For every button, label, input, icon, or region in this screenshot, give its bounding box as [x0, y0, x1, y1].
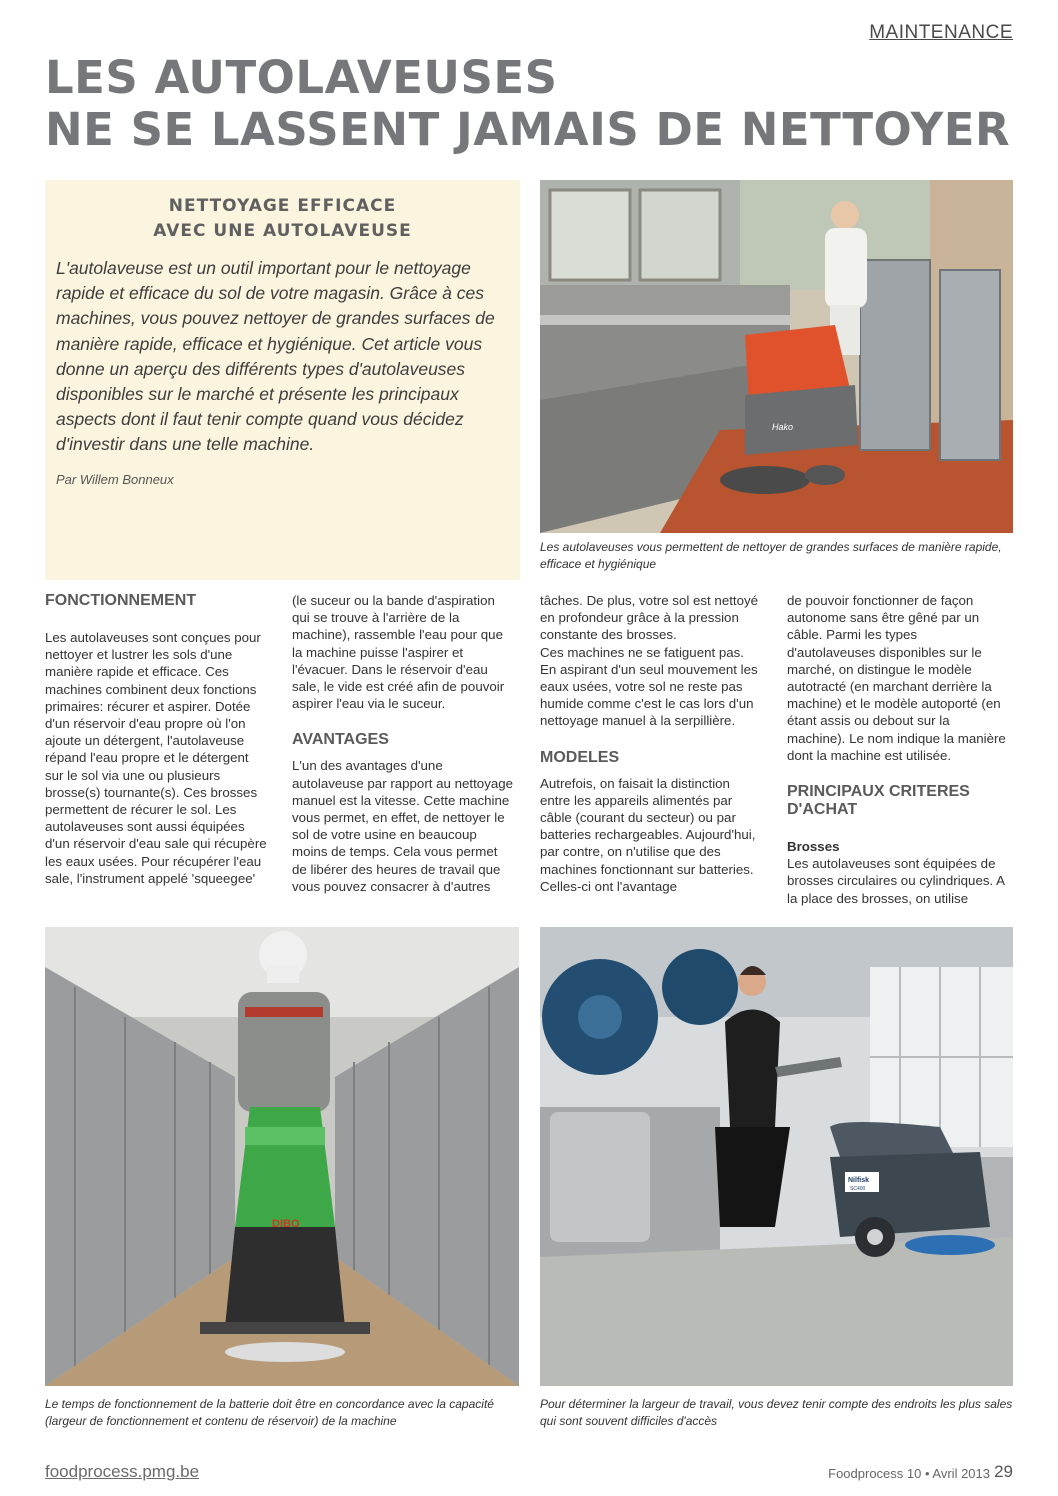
- footer-issue-info: Foodprocess 10 • Avril 2013: [828, 1466, 990, 1481]
- byline: Par Willem Bonneux: [56, 472, 174, 487]
- hako-brand-label: Hako: [772, 422, 794, 432]
- caption-factory-dibo-line-1: Le temps de fonctionnement de la batterie doit être en concordance avec la capacité: [45, 1397, 494, 1411]
- column-3-body-top-1: tâches. De plus, votre sol est nettoyé en profondeur grâce à la pression constante des brosses.: [540, 593, 759, 643]
- column-3: [540, 592, 762, 895]
- photo-kitchen-hako-image: [540, 180, 1013, 533]
- column-3-body-top-2: Ces machines ne se fatiguent pas. En aspirant d'un seul mouvement les eaux usées, votre sol ne reste pas humide comme c'est le cas lors d'un nettoyage manuel à la serpillière.: [540, 644, 758, 729]
- heading-criteres-line-2: D'ACHAT: [787, 801, 858, 819]
- column-2-body: L'un des avantages d'une autolaveuse par rapport au nettoyage manuel est la vitesse. Cette machine vous permet, en effet, de nettoyer le sol de votre usine en beaucoup moins de temps. Cela vous permet de libérer des heures de travail que vous pouvez consacrer à d'autres: [292, 758, 514, 894]
- intro-title-line-1: NETTOYAGE EFFICACE: [168, 196, 397, 216]
- photo-kitchen-nilfisk: [540, 927, 1013, 1386]
- caption-factory-dibo-line-2: (largeur de fonctionnement et contenu de réservoir) de la machine: [45, 1414, 397, 1428]
- footer-website-link[interactable]: foodprocess.pmg.be: [45, 1462, 200, 1481]
- heading-fonctionnement: FONCTIONNEMENT: [45, 592, 197, 609]
- column-2-body-top: (le suceur ou la bande d'aspiration qui se trouve à l'arrière de la machine), rassemble l'eau pour que la machine puisse l'aspirer et l'évacuer. Dans le réservoir d'eau sale, le vide est créé afin de pouvoir aspirer l'eau via le suceur.: [292, 593, 505, 712]
- caption-kitchen-nilfisk: [540, 1396, 1020, 1430]
- caption-kitchen-nilfisk-line-2: qui sont souvent difficiles d'accès: [540, 1414, 718, 1428]
- intro-box: [45, 180, 520, 580]
- column-2: [292, 592, 514, 895]
- page-number: 29: [994, 1462, 1013, 1481]
- photo-factory-dibo: [45, 927, 519, 1386]
- intro-title: [45, 194, 520, 244]
- column-4-body-top: de pouvoir fonctionner de façon autonome sans être gêné par un câble. Parmi les types d'autolaveuses disponibles sur le marché, on distingue le modèle autotracté (en marchant derrière la machine) et le modèle autoporté (en étant assis ou debout sur la machine). Le nom indique la manière dont la machine est utilisée.: [787, 593, 1006, 763]
- column-4: [787, 592, 1009, 907]
- caption-kitchen-hako-line-1: Les autolaveuses vous permettent de nettoyer de grandes surfaces de manière rapide,: [540, 540, 1002, 554]
- column-1: [45, 592, 267, 887]
- caption-kitchen-hako: [540, 539, 1020, 573]
- intro-text: L'autolaveuse est un outil important pour le nettoyage rapide et efficace du sol de votre magasin. Grâce à ces machines, vous pouvez nettoyer de grandes surfaces de manière rapide, efficace et hygiénique. Cet article vous donne un aperçu des différents types d'autolaveuses disponibles sur le marché et présente les principaux aspects dont il faut tenir compte quand vous décidez d'investir dans une telle machine.: [56, 258, 495, 455]
- subheading-brosses: Brosses: [787, 839, 840, 855]
- heading-avantages: AVANTAGES: [292, 731, 389, 749]
- headline-line-2: NE SE LASSENT JAMAIS DE NETTOYER: [45, 103, 1011, 156]
- heading-criteres-line-1: PRINCIPAUX CRITERES: [787, 783, 970, 801]
- column-3-body: Autrefois, on faisait la distinction entre les appareils alimentés par câble (courant du secteur) ou par batteries rechargeables. Aujourd'hui, par contre, on n'utilise que des machines fonctionnant sur batteries. Celles-ci ont l'avantage: [540, 775, 756, 894]
- photo-factory-dibo-image: [45, 927, 519, 1386]
- nilfisk-model-label: SC400: [850, 1186, 866, 1192]
- photo-kitchen-nilfisk-image: [540, 927, 1013, 1386]
- caption-factory-dibo: [45, 1396, 525, 1430]
- column-1-body: Les autolaveuses sont conçues pour nettoyer et lustrer les sols d'une manière rapide et efficace. Ces machines combinent deux fonctions primaires: récurer et aspirer. Dotée d'un réservoir d'eau propre où l'on ajoute un détergent, l'autolaveuse répand l'eau propre et le détergent sur le sol via une ou plusieurs brosse(s) tournante(s). Ces brosses permettent de récurer le sol. Les autolaveuses sont aussi équipées d'un réservoir d'eau sale qui récupère les eaux usées. Pour récupérer l'eau sale, l'instrument appelé 'squeegee': [45, 630, 267, 886]
- nilfisk-brand-label: Nilfisk: [848, 1177, 870, 1184]
- heading-criteres: [787, 783, 1009, 819]
- column-4-body: Les autolaveuses sont équipées de brosses circulaires ou cylindriques. A la place des brosses, on utilise: [787, 856, 1005, 906]
- caption-kitchen-nilfisk-line-1: Pour déterminer la largeur de travail, vous devez tenir compte des endroits les plus sales: [540, 1397, 1013, 1411]
- photo-kitchen-hako: [540, 180, 1013, 533]
- heading-modeles: MODELES: [540, 748, 620, 766]
- dibo-brand-label: DIBO: [272, 1218, 300, 1230]
- caption-kitchen-hako-line-2: efficace et hygiénique: [540, 557, 657, 571]
- section-label: MAINTENANCE: [869, 22, 1013, 43]
- intro-title-line-2: AVEC UNE AUTOLAVEUSE: [153, 221, 412, 241]
- headline-line-1: LES AUTOLAVEUSES: [45, 51, 558, 104]
- headline: [45, 52, 1025, 156]
